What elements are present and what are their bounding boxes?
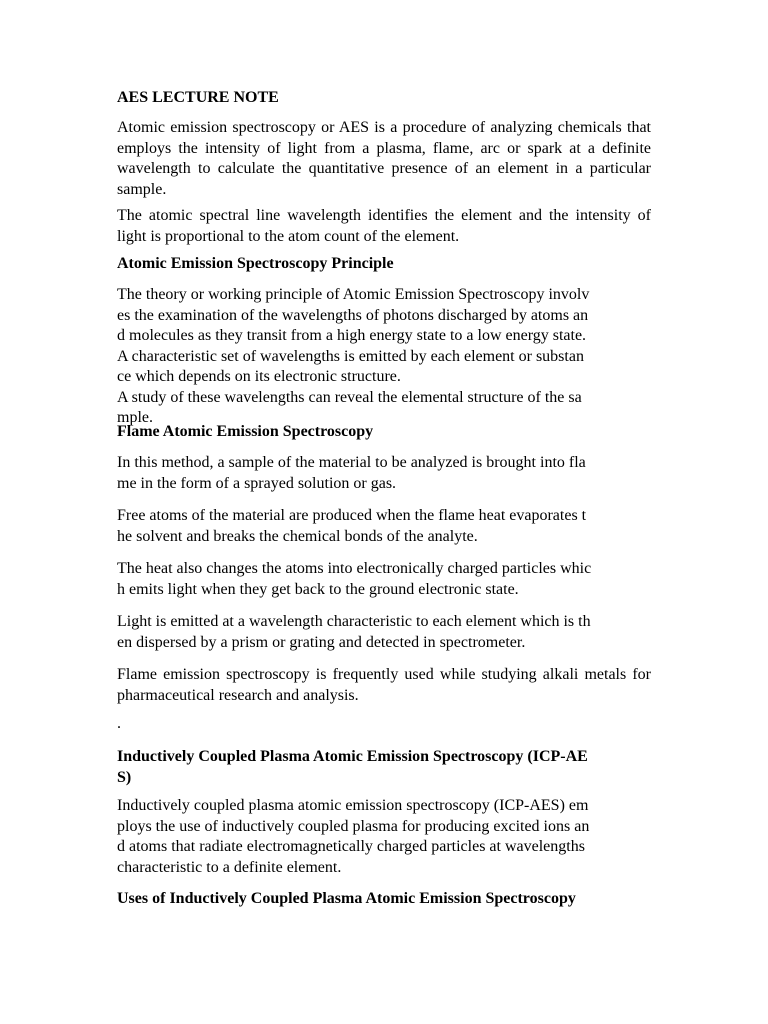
flame-heading: Flame Atomic Emission Spectroscopy: [117, 423, 374, 440]
text-line: he solvent and breaks the chemical bonds of the analyte.: [117, 527, 478, 545]
text-line: h emits light when they get back to the ground electronic state.: [117, 580, 519, 598]
principle-paragraph: [117, 285, 651, 429]
icp-heading: [117, 747, 651, 788]
text-line: The theory or working principle of Atomic Emission Spectroscopy involv: [117, 286, 590, 303]
flame-paragraph-1: [117, 453, 651, 494]
text-line: d molecules as they transit from a high energy state to a low energy state.: [117, 327, 587, 344]
heading-line: Inductively Coupled Plasma Atomic Emission Spectroscopy (ICP-AE: [117, 748, 588, 765]
text-line: In this method, a sample of the material to be analyzed is brought into fla: [117, 454, 586, 471]
text-line: Free atoms of the material are produced when the flame heat evaporates t: [117, 507, 587, 524]
flame-paragraph-3: [117, 559, 651, 600]
text-line: A study of these wavelengths can reveal the elemental structure of the sa: [117, 388, 582, 406]
flame-paragraph-2: [117, 506, 651, 547]
intro-paragraph-1: Atomic emission spectroscopy or AES is a procedure of analyzing chemicals that employs the intensity of light from a plasma, flame, arc or spark at a definite wavelength to calculate the quantitative presence of an element in a particular sample.: [117, 119, 651, 198]
flame-paragraph-5: Flame emission spectroscopy is frequently used while studying alkali metals for pharmaceutical research and analysis.: [117, 666, 651, 704]
text-line: Inductively coupled plasma atomic emission spectroscopy (ICP-AES) em: [117, 797, 589, 814]
icp-paragraph: [117, 796, 651, 878]
text-line: ce which depends on its electronic structure.: [117, 368, 401, 385]
flame-paragraph-4: [117, 612, 651, 653]
text-line: The heat also changes the atoms into electronically charged particles whic: [117, 560, 592, 577]
document-title: AES LECTURE NOTE: [117, 89, 279, 106]
principle-heading: Atomic Emission Spectroscopy Principle: [117, 255, 394, 272]
text-line: es the examination of the wavelengths of photons discharged by atoms an: [117, 306, 589, 324]
text-line: Light is emitted at a wavelength characteristic to each element which is th: [117, 613, 591, 630]
text-line: mple.: [117, 409, 153, 426]
text-line: me in the form of a sprayed solution or gas.: [117, 474, 397, 492]
text-line: A characteristic set of wavelengths is emitted by each element or substan: [117, 347, 584, 365]
text-line: characteristic to a definite element.: [117, 858, 342, 876]
uses-heading: Uses of Inductively Coupled Plasma Atomic Emission Spectroscopy: [117, 890, 576, 907]
text-line: ploys the use of inductively coupled plasma for producing excited ions an: [117, 817, 590, 835]
intro-paragraph-2: The atomic spectral line wavelength identifies the element and the intensity of light is proportional to the atom count of the element.: [117, 207, 651, 245]
heading-line: S): [117, 768, 132, 786]
text-line: d atoms that radiate electromagnetically charged particles at wavelengths: [117, 838, 585, 855]
text-line: en dispersed by a prism or grating and detected in spectrometer.: [117, 633, 526, 651]
stray-dot: .: [117, 715, 121, 732]
